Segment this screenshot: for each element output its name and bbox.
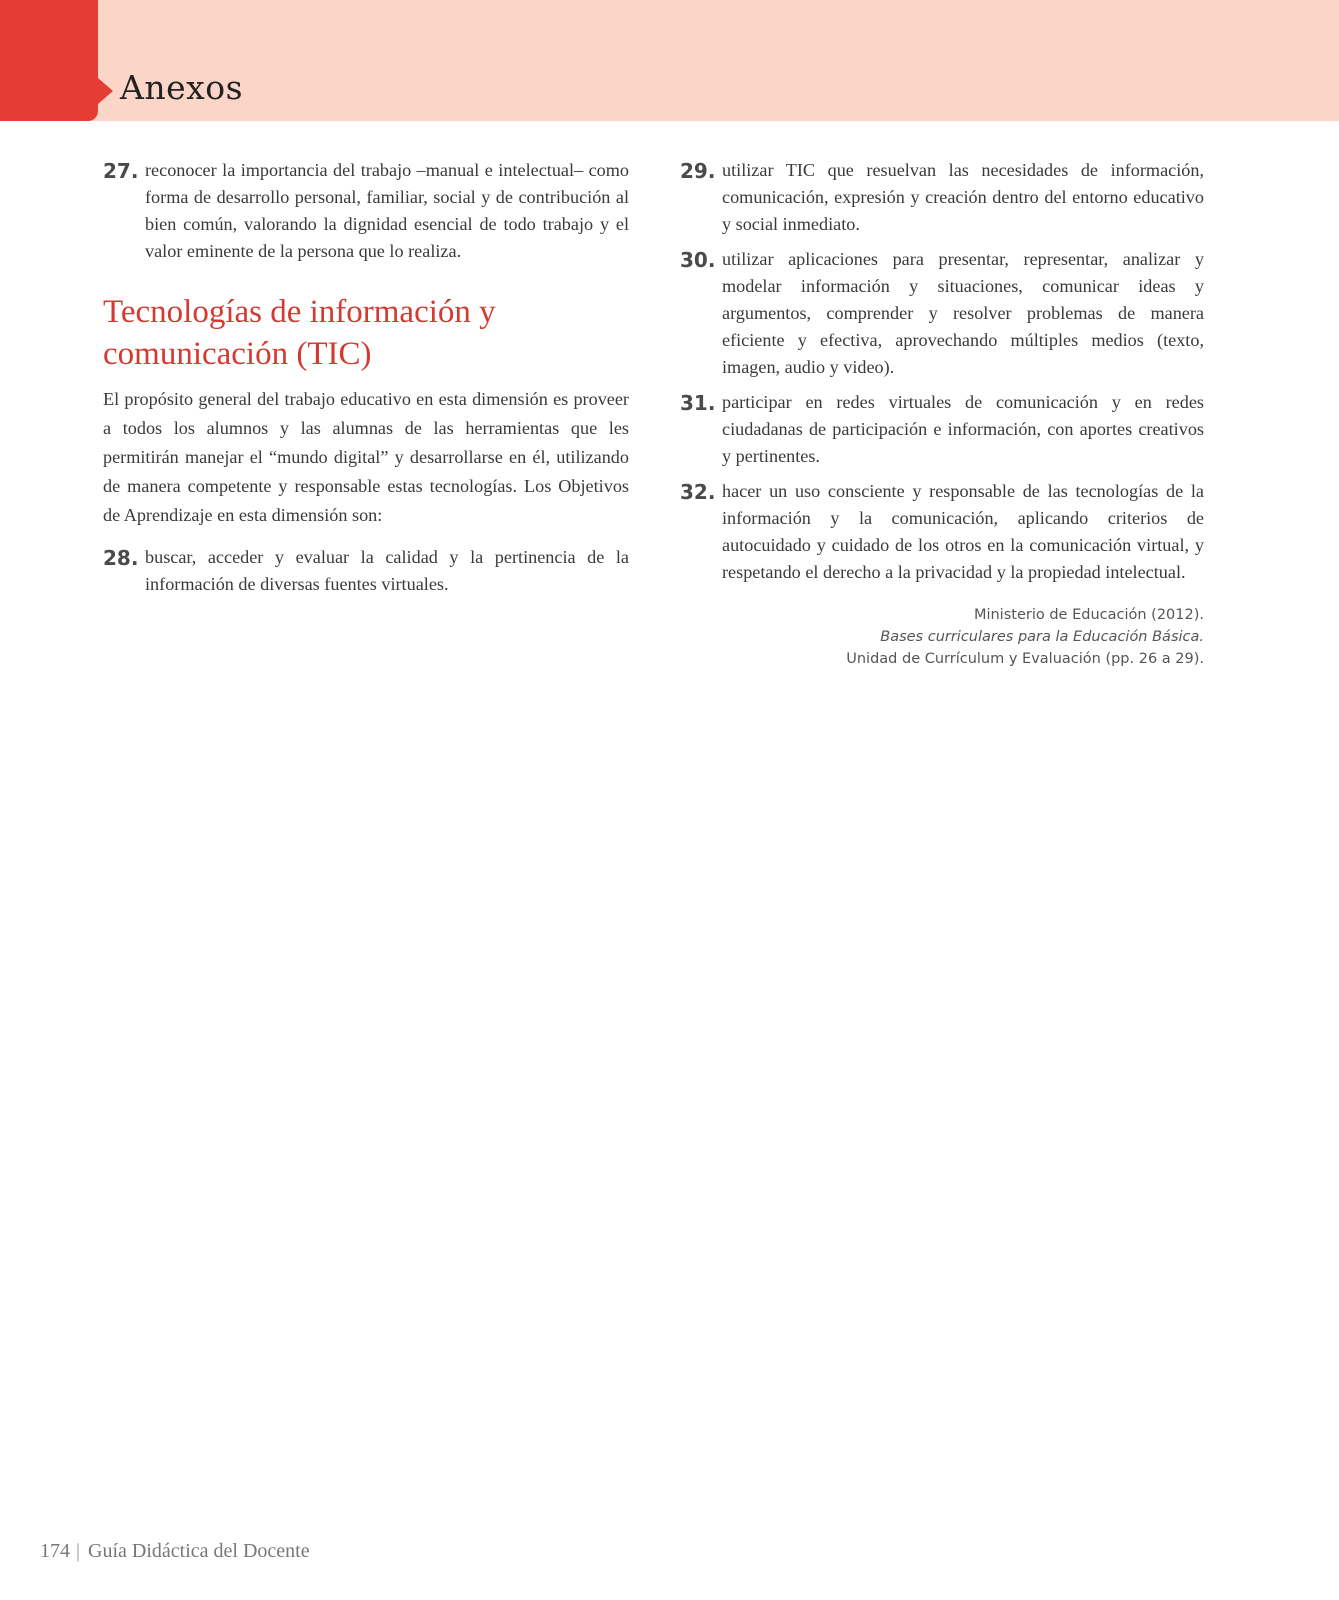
- section-header-title: Anexos: [120, 68, 244, 107]
- objective-text: utilizar TIC que resuelvan las necesidades de información, comunicación, expresión y creación dentro del entorno educativo y social inmediato.: [722, 160, 1204, 234]
- objective-text: participar en redes virtuales de comunicación y en redes ciudadanas de participación e información, con aportes creativos y pertinentes.: [722, 392, 1204, 466]
- book-title: Guía Didáctica del Docente: [88, 1540, 310, 1562]
- objective-number: 27.: [103, 159, 139, 183]
- objective-text: hacer un uso consciente y responsable de las tecnologías de la información y la comunicación, aplicando criterios de autocuidado y cuidado de los otros en la comunicación virtual, y respetando el derecho a la privacidad y la propiedad intelectual.: [722, 481, 1204, 582]
- objective-number: 32.: [680, 480, 716, 504]
- objective-29: [680, 157, 1204, 238]
- objective-30: [680, 246, 1204, 381]
- objective-number: 28.: [103, 546, 139, 570]
- objective-number: 31.: [680, 391, 716, 415]
- citation-line: Unidad de Currículum y Evaluación (pp. 26 a 29).: [846, 651, 1204, 667]
- objective-text: reconocer la importancia del trabajo –manual e intelectual– como forma de desarrollo personal, familiar, social y de contribución al bien común, valorando la dignidad esencial de todo trabajo y el valor eminente de la persona que lo realiza.: [145, 160, 629, 261]
- citation: [680, 604, 1204, 670]
- section-title: Tecnologías de información y comunicación (TIC): [103, 294, 496, 372]
- citation-line: Ministerio de Educación (2012).: [973, 607, 1204, 623]
- objective-text: buscar, acceder y evaluar la calidad y la pertinencia de la información de diversas fuentes virtuales.: [145, 547, 629, 594]
- objective-27: [103, 157, 629, 265]
- objective-number: 29.: [680, 159, 716, 183]
- objective-32: [680, 478, 1204, 586]
- objective-text: utilizar aplicaciones para presentar, representar, analizar y modelar información y situaciones, comunicar ideas y argumentos, comprender y resolver problemas de manera eficiente y efectiva, aprovechando múltiples medios (texto, imagen, audio y video).: [722, 249, 1204, 377]
- intro-paragraph: El propósito general del trabajo educativo en esta dimensión es proveer a todos los alumnos y las alumnas de las herramientas que les permitirán manejar el “mundo digital” y desarrollarse en él, utilizando de manera competente y responsable estas tecnologías. Los Objetivos de Aprendizaje en esta dimensión son:: [103, 389, 629, 525]
- footer-separator: |: [76, 1540, 81, 1562]
- left-column: [103, 157, 629, 606]
- citation-line: Bases curriculares para la Educación Básica.: [880, 629, 1204, 645]
- objective-31: [680, 389, 1204, 470]
- page-footer: [40, 1540, 310, 1563]
- header-arrow-icon: [98, 78, 113, 104]
- header-tab: [0, 0, 98, 121]
- page-number: 174: [40, 1540, 70, 1562]
- objective-number: 30.: [680, 248, 716, 272]
- objective-28: [103, 544, 629, 598]
- right-column: [680, 157, 1204, 670]
